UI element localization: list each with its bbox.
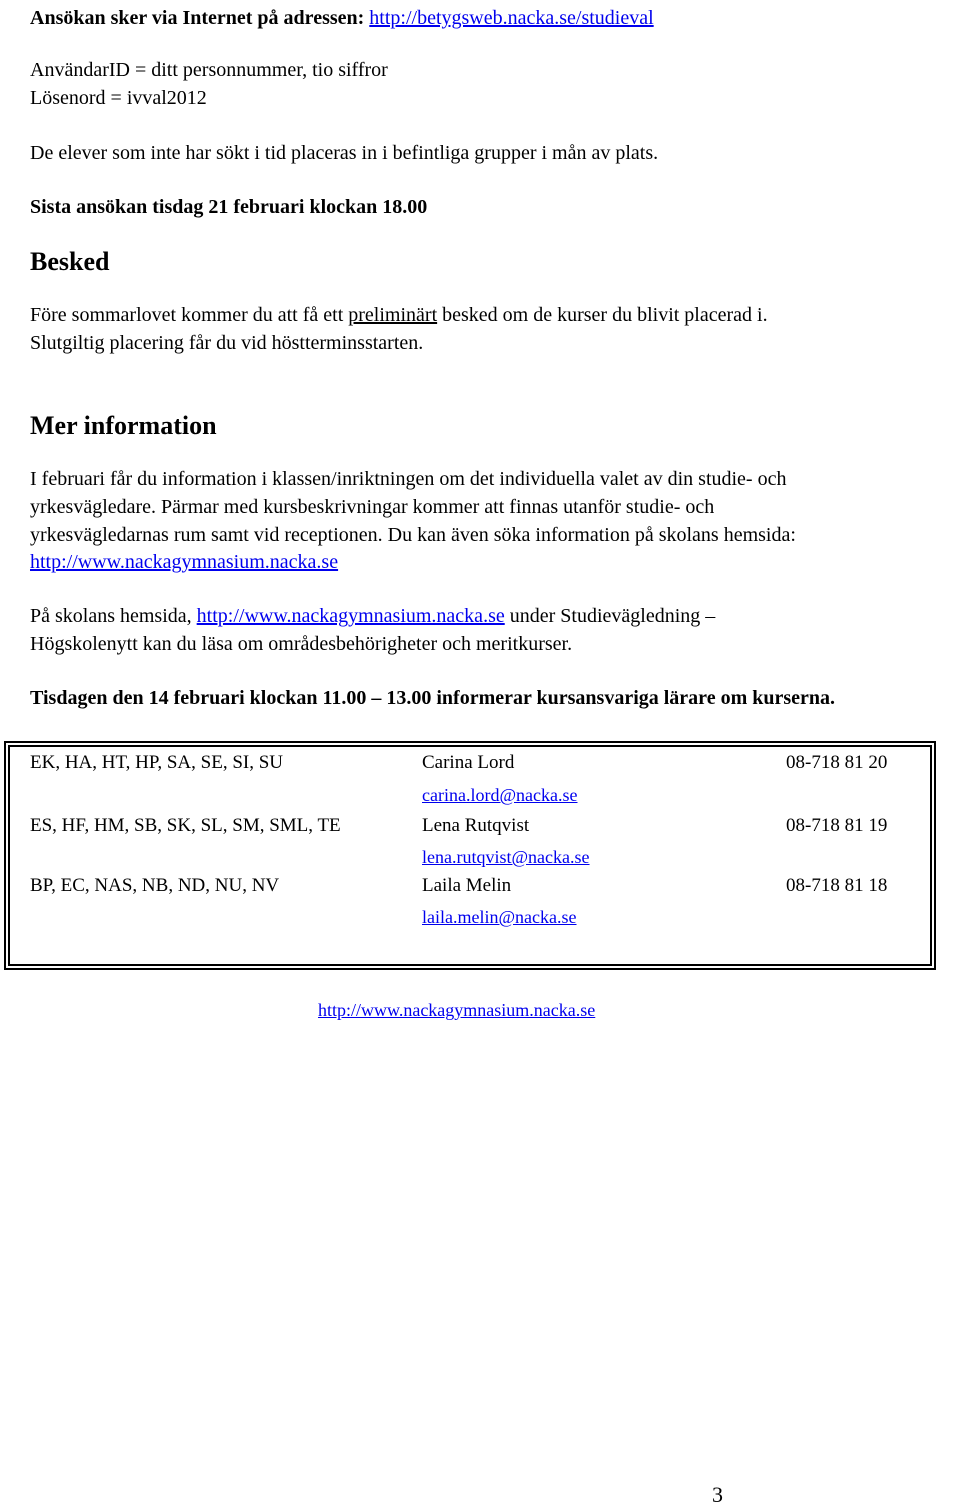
contact-name: Carina Lord	[422, 752, 515, 773]
application-link[interactable]: http://betygsweb.nacka.se/studieval	[369, 7, 654, 29]
email-link[interactable]: laila.melin@nacka.se	[422, 907, 577, 927]
userid-text: AnvändarID = ditt personnummer, tio siffror	[30, 59, 388, 81]
mer-info-line-6: Högskolenytt kan du läsa om områdesbehörigheter och meritkurser.	[30, 633, 573, 655]
footer-link-wrap	[318, 998, 595, 1022]
besked-line-2: Slutgiltig placering får du vid höstterminsstarten.	[30, 332, 424, 354]
contact-name: Lena Rutqvist	[422, 815, 530, 836]
contact-courses: BP, EC, NAS, NB, ND, NU, NV	[30, 875, 280, 896]
mer-info-heading: Mer information	[30, 411, 217, 440]
application-line: Ansökan sker via Internet på adressen: http://betygsweb.nacka.se/studieval	[30, 7, 654, 29]
mer-info-line-5: På skolans hemsida, http://www.nackagymnasium.nacka.se under Studievägledning –	[30, 605, 716, 627]
contact-courses: ES, HF, HM, SB, SK, SL, SM, SML, TE	[30, 815, 341, 836]
contact-email	[422, 905, 577, 929]
school-website-link[interactable]: http://www.nackagymnasium.nacka.se	[30, 551, 339, 573]
password-text: Lösenord = ivval2012	[30, 87, 207, 109]
contact-phone: 08-718 81 18	[786, 875, 888, 896]
contact-phone: 08-718 81 19	[786, 815, 888, 836]
mer-info-line-1: I februari får du information i klassen/inriktningen om det individuella valet av din studie- och	[30, 468, 787, 490]
mer-info-line-3: yrkesvägledarnas rum samt vid receptionen. Du kan även söka information på skolans hemsida:	[30, 524, 796, 546]
contact-courses: EK, HA, HT, HP, SA, SE, SI, SU	[30, 752, 284, 773]
school-website-link-2[interactable]: http://www.nackagymnasium.nacka.se	[196, 605, 505, 627]
besked-heading: Besked	[30, 247, 110, 276]
mer-info-line-2: yrkesvägledare. Pärmar med kursbeskrivningar kommer att finnas utanför studie- och	[30, 496, 715, 518]
besked-line-1: Före sommarlovet kommer du att få ett preliminärt besked om de kurser du blivit placerad i.	[30, 304, 768, 326]
contact-phone: 08-718 81 20	[786, 752, 888, 773]
contact-name: Laila Melin	[422, 875, 512, 896]
tuesday-info: Tisdagen den 14 februari klockan 11.00 – 13.00 informerar kursansvariga lärare om kurserna.	[30, 687, 836, 709]
contact-email	[422, 845, 590, 869]
deadline-text: Sista ansökan tisdag 21 februari klockan 18.00	[30, 196, 428, 218]
page-number: 3	[712, 1482, 723, 1507]
placement-note: De elever som inte har sökt i tid placeras in i befintliga grupper i mån av plats.	[30, 142, 659, 164]
footer-link[interactable]: http://www.nackagymnasium.nacka.se	[318, 1000, 596, 1020]
email-link[interactable]: carina.lord@nacka.se	[422, 785, 578, 805]
mer-info-line-4	[30, 548, 338, 576]
preliminary-word: preliminärt	[348, 304, 438, 326]
contact-email	[422, 783, 578, 807]
email-link[interactable]: lena.rutqvist@nacka.se	[422, 847, 590, 867]
